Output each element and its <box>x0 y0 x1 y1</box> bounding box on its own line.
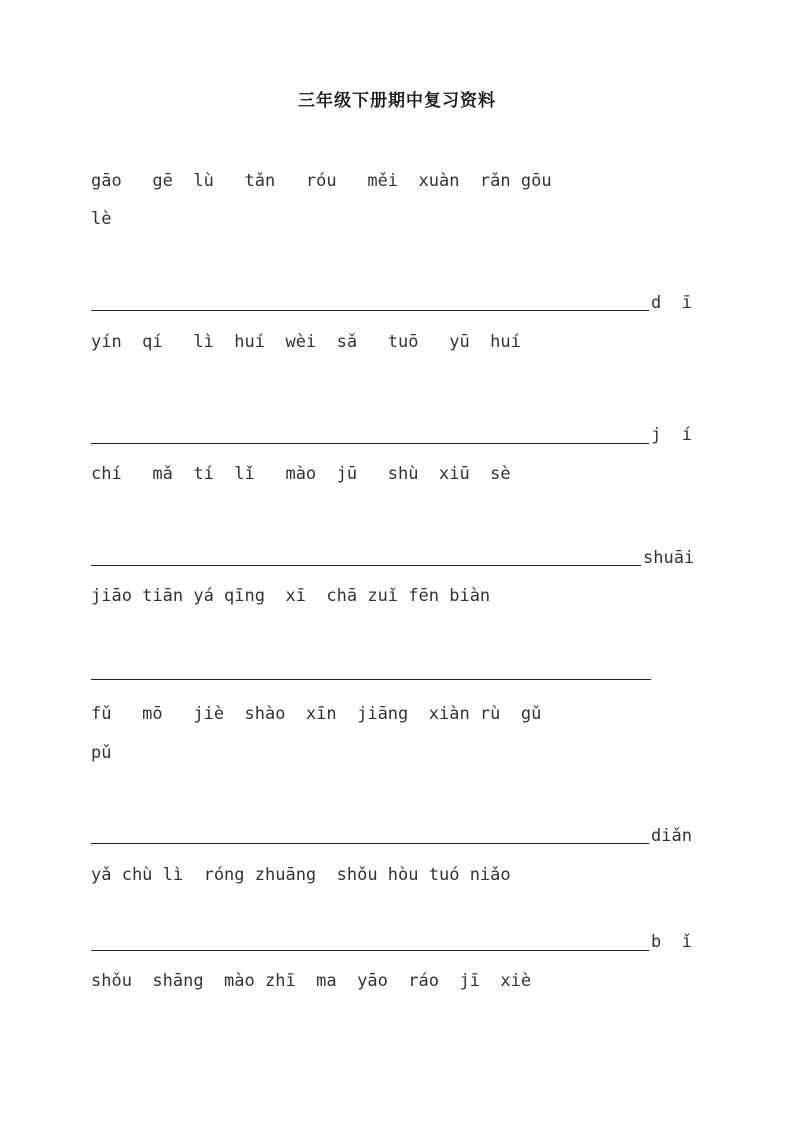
pinyin-tail: shuāi <box>643 548 695 568</box>
pinyin-tail: diǎn <box>651 826 692 846</box>
answer-line[interactable] <box>91 565 641 566</box>
answer-line[interactable] <box>91 679 651 680</box>
pinyin-line: jiāo tiān yá qīng xī chā zuǐ fēn biàn <box>91 586 491 606</box>
pinyin-line: fǔ mō jiè shào xīn jiāng xiàn rù gǔ <box>91 704 542 724</box>
pinyin-tail: b ǐ <box>651 932 692 952</box>
pinyin-tail: d ī <box>651 293 692 313</box>
pinyin-line: chí mǎ tí lǐ mào jū shù xiū sè <box>91 464 511 484</box>
answer-line[interactable] <box>91 950 649 951</box>
answer-line[interactable] <box>91 843 649 844</box>
pinyin-line: lè <box>91 209 112 229</box>
pinyin-tail: j í <box>651 425 692 445</box>
pinyin-line: yǎ chù lì róng zhuāng shǒu hòu tuó niǎo <box>91 865 511 885</box>
pinyin-line: pǔ <box>91 743 112 763</box>
document-title: 三年级下册期中复习资料 <box>298 91 496 111</box>
pinyin-line: shǒu shāng mào zhī ma yāo ráo jī xiè <box>91 971 532 991</box>
answer-line[interactable] <box>91 310 649 311</box>
pinyin-line: gāo gē lù tǎn róu měi xuàn rǎn gōu <box>91 171 552 191</box>
answer-line[interactable] <box>91 443 649 444</box>
pinyin-line: yín qí lì huí wèi sǎ tuō yū huí <box>91 332 521 352</box>
